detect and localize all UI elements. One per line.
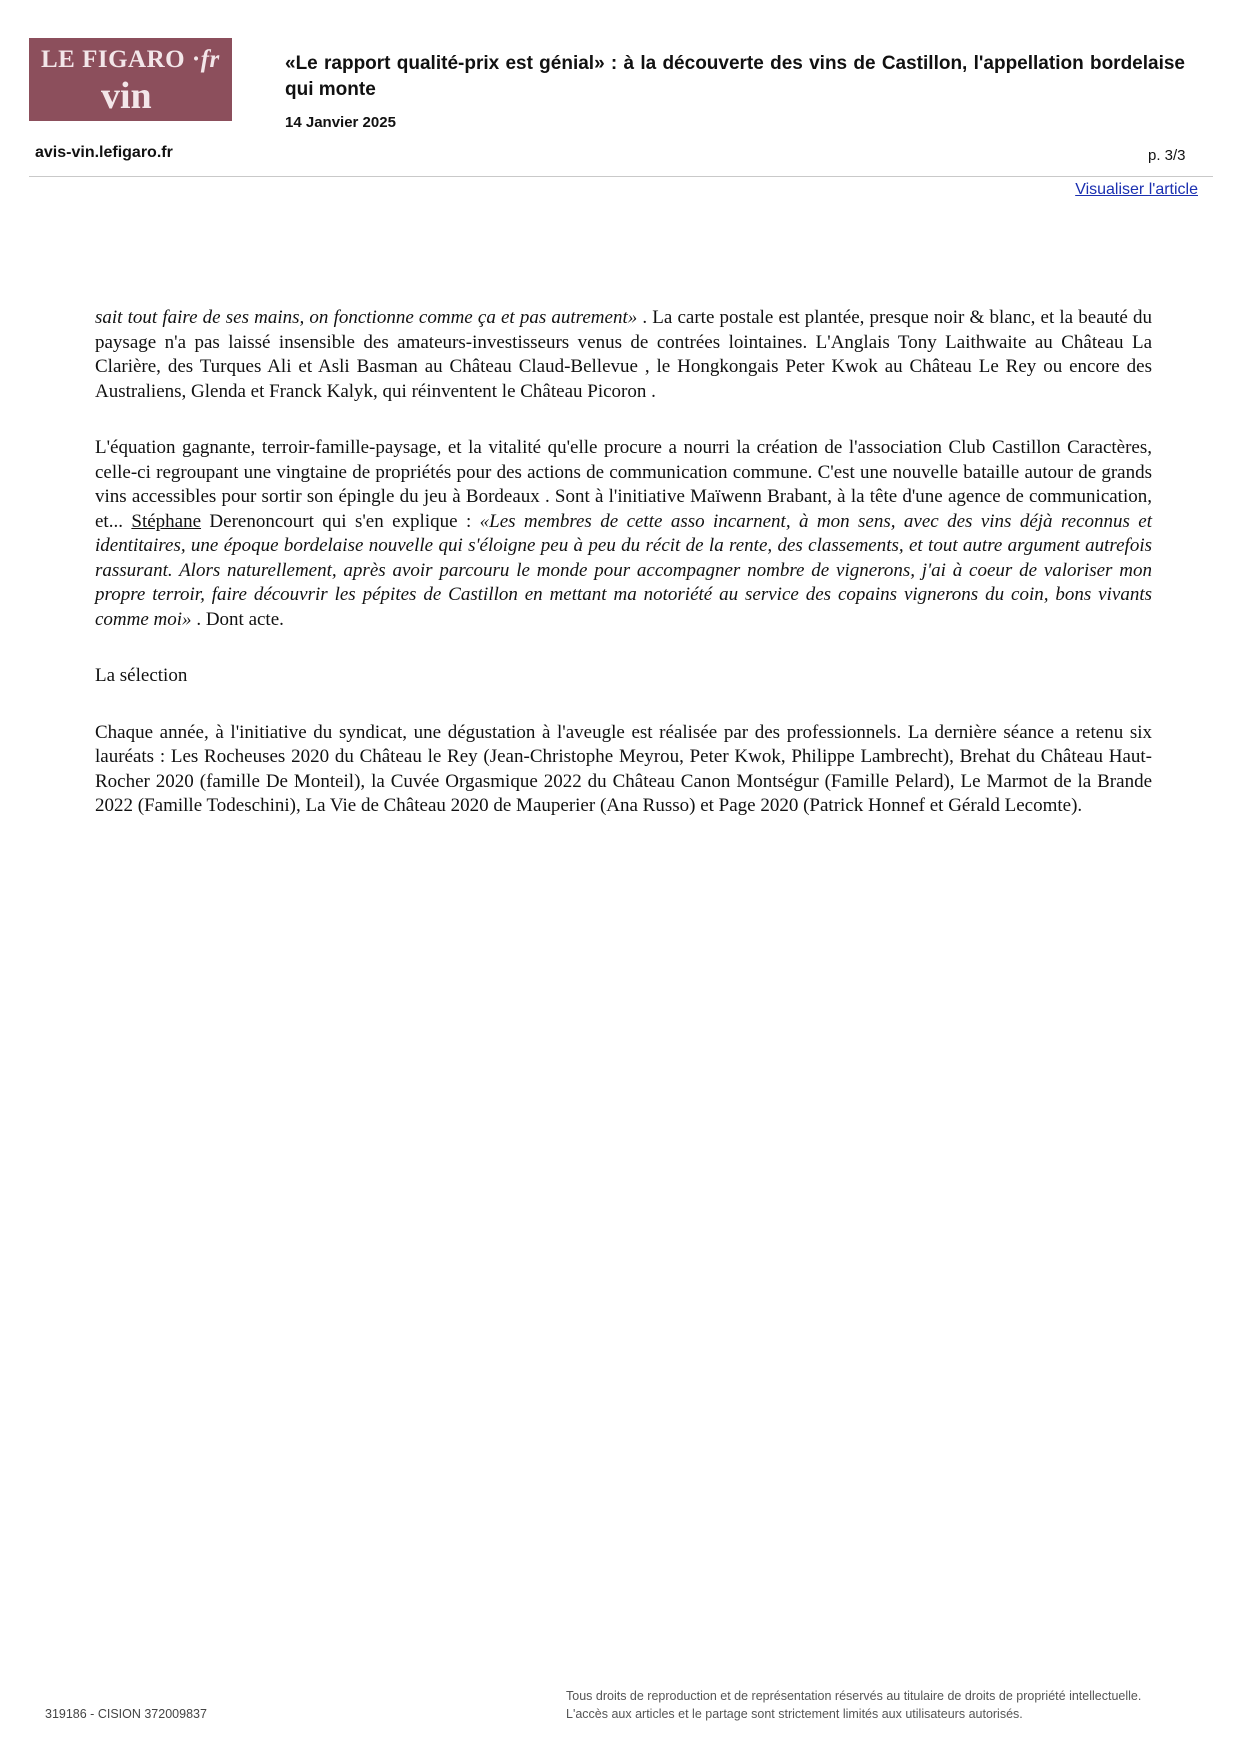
paragraph-1 xyxy=(95,306,1152,404)
logo-vin: vin xyxy=(101,75,152,117)
paragraph-2 xyxy=(95,436,1152,632)
source-domain: avis-vin.lefigaro.fr xyxy=(35,144,173,161)
stephane-link[interactable]: Stéphane xyxy=(131,510,202,532)
logo-brand: LE FIGARO xyxy=(41,46,186,73)
paragraph-2-mid: Derenoncourt qui s'en explique : xyxy=(201,510,480,532)
paragraph-2-end: . Dont acte. xyxy=(191,608,284,630)
page-number: p. 3/3 xyxy=(1148,147,1186,164)
derenoncourt-quote: «Les membres de cette asso incarnent, à mon sens, avec des vins déjà reconnus et identitaires, une époque bordelaise nouvelle qui s'éloigne peu à peu du récit de la rente, des classements, et tout autre argument autrefois rassurant. Alors naturellement, après avoir parcouru le monde pour accompagner nombre de vignerons, j'ai à coeur de valoriser mon propre terroir, faire découvrir les pépites de Castillon en mettant ma notoriété au service des copains vignerons du coin, bons vivants comme moi» xyxy=(95,510,1153,630)
paragraph-4: Chaque année, à l'initiative du syndicat, une dégustation à l'aveugle est réalisée par des professionnels. La dernière séance a retenu six lauréats : Les Rocheuses 2020 du Château le Rey (Jean-Christophe Meyrou, Peter Kwok, Philippe Lambrecht), Brehat du Château Haut-Rocher 2020 (famille De Monteil), la Cuvée Orgasmique 2022 du Château Canon Montségur (Famille Pelard), Le Marmot de la Brande 2022 (Famille Todeschini), La Vie de Château 2020 de Mauperier (Ana Russo) et Page 2020 (Patrick Honnef et Gérald Lecomte). xyxy=(95,721,1152,816)
footer-rights-line-1: Tous droits de reproduction et de représentation réservés au titulaire de droits de propriété intellectuelle. xyxy=(566,1689,1142,1703)
paragraph-1-text: . La carte postale est plantée, presque noir & blanc, et la beauté du paysage n'a pas laissé insensible des amateurs-investisseurs venus de contrées lointaines. L'Anglais Tony Laithwaite au Château La Clarière, des Turques Ali et Asli Basman au Château Claud-Bellevue , le Hongkongais Peter Kwok au Château Le Rey ou encore des Australiens, Glenda et Franck Kalyk, qui réinventent le Château Picoron . xyxy=(95,307,1152,402)
logo-dot: · xyxy=(191,46,201,73)
footer-rights xyxy=(566,1687,1206,1723)
section-heading-selection: La sélection xyxy=(95,665,188,686)
footer-rights-line-2: L'accès aux articles et le partage sont strictement limités aux utilisateurs autorisés. xyxy=(566,1707,1023,1721)
footer-id: 319186 - CISION 372009837 xyxy=(45,1707,207,1721)
article-headline: «Le rapport qualité-prix est génial» : à la découverte des vins de Castillon, l'appellation bordelaise qui monte xyxy=(285,53,1185,100)
publication-date: 14 Janvier 2025 xyxy=(285,114,396,131)
quote-fragment: sait tout faire de ses mains, on fonctionne comme ça et pas autrement» xyxy=(95,307,638,328)
logo-top-line xyxy=(41,46,220,74)
paragraph-2-text: L'équation gagnante, terroir-famille-paysage, et la vitalité qu'elle procure a nourri la création de l'association Club Castillon Caractères, celle-ci regroupant une vingtaine de propriétés pour des actions de communication commune. C'est une nouvelle bataille autour de grands vins accessibles pour sortir son épingle du jeu à Bordeaux . Sont à l'initiative Maïwenn Brabant, à la tête d'une agence de communication, et... xyxy=(95,437,1152,532)
le-figaro-vin-logo xyxy=(29,38,232,121)
logo-fr: fr xyxy=(200,46,220,73)
view-article-link[interactable]: Visualiser l'article xyxy=(1075,181,1198,198)
article-body xyxy=(95,306,1152,851)
header-divider xyxy=(29,176,1213,177)
